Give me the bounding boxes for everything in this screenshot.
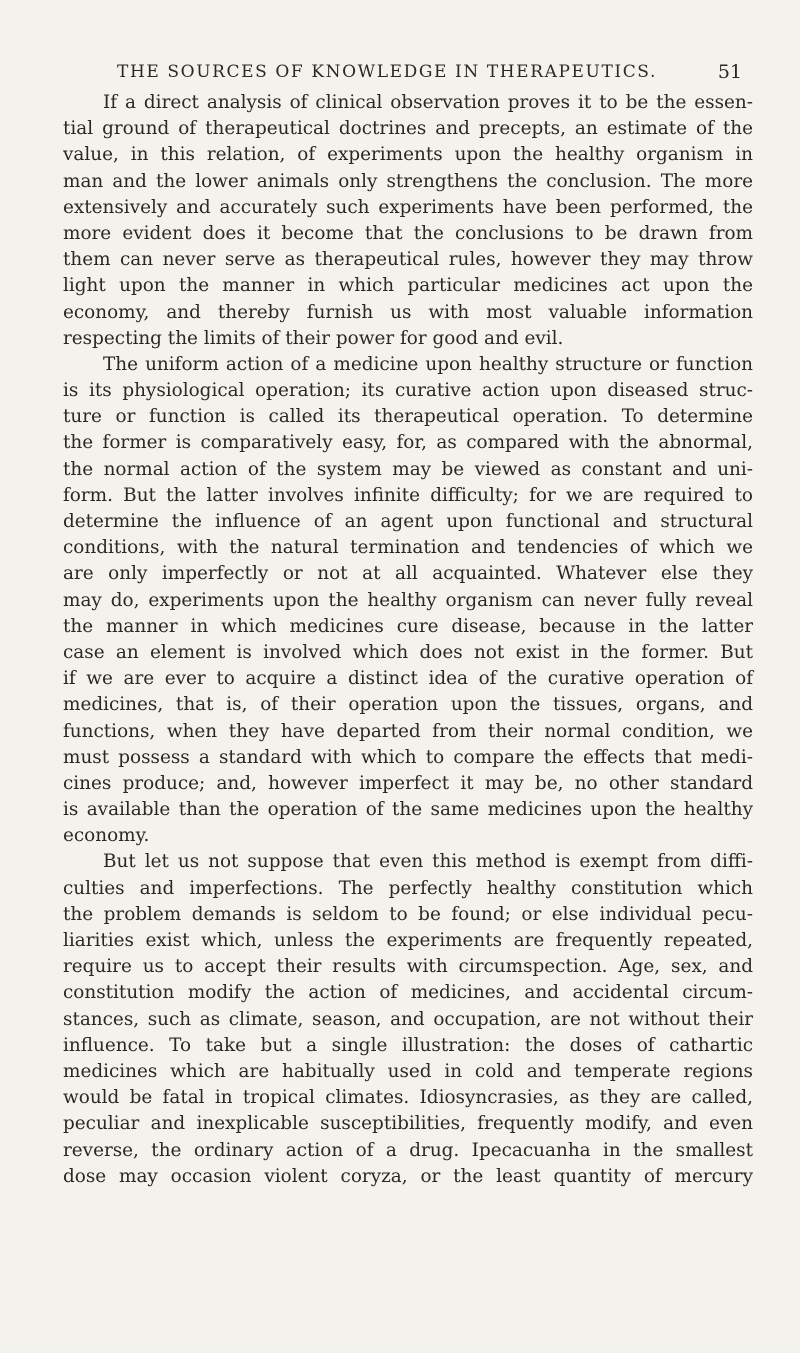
text-line: dose may occasion violent coryza, or the least quantity of mercury xyxy=(63,1165,753,1187)
text-line: constitution modify the action of medicines, and accidental circum- xyxy=(63,982,753,1004)
body-text xyxy=(63,90,753,1190)
text-line: would be fatal in tropical climates. Idiosyncrasies, as they are called, xyxy=(63,1087,753,1109)
running-title: THE SOURCES OF KNOWLEDGE IN THERAPEUTICS. xyxy=(117,62,657,82)
text-line: tial ground of therapeutical doctrines and precepts, an estimate of the xyxy=(63,118,753,140)
text-line: light upon the manner in which particular medicines act upon the xyxy=(63,275,753,297)
text-line: The uniform action of a medicine upon healthy structure or function xyxy=(103,353,753,375)
text-line: may do, experiments upon the healthy organism can never fully reveal xyxy=(63,589,753,611)
text-line: If a direct analysis of clinical observation proves it to be the essen- xyxy=(103,92,753,113)
text-line: respecting the limits of their power for good and evil. xyxy=(63,327,564,349)
text-line: if we are ever to acquire a distinct idea of the curative operation of xyxy=(63,668,753,690)
text-line: liarities exist which, unless the experiments are frequently repeated, xyxy=(63,930,753,951)
text-line: extensively and accurately such experiments have been performed, the xyxy=(63,196,753,218)
text-line: them can never serve as therapeutical rules, however they may throw xyxy=(63,249,753,271)
text-line: reverse, the ordinary action of a drug. Ipecacuanha in the smallest xyxy=(63,1139,753,1161)
page-number: 51 xyxy=(717,61,742,83)
text-line: is available than the operation of the same medicines upon the healthy xyxy=(63,799,753,821)
text-line: is its physiological operation; its curative action upon diseased struc- xyxy=(63,380,753,402)
text-line: determine the influence of an agent upon functional and structural xyxy=(63,511,753,532)
text-line: value, in this relation, of experiments upon the healthy organism in xyxy=(63,144,753,166)
text-line: form. But the latter involves infinite difficulty; for we are required to xyxy=(63,484,753,506)
text-line: cines produce; and, however imperfect it may be, no other standard xyxy=(63,772,753,794)
text-line: the normal action of the system may be viewed as constant and uni- xyxy=(63,458,753,480)
text-line: economy, and thereby furnish us with most valuable information xyxy=(63,301,753,323)
text-line: must possess a standard with which to compare the effects that medi- xyxy=(63,746,753,768)
text-line: the problem demands is seldom to be found; or else individual pecu- xyxy=(63,903,753,925)
text-line: are only imperfectly or not at all acquainted. Whatever else they xyxy=(63,563,753,585)
running-head xyxy=(92,58,742,88)
text-line: influence. To take but a single illustration: the doses of cathartic xyxy=(63,1034,753,1056)
text-line: functions, when they have departed from their normal condition, we xyxy=(63,720,753,742)
text-line: medicines which are habitually used in cold and temperate regions xyxy=(63,1060,753,1082)
text-line: stances, such as climate, season, and occupation, are not without their xyxy=(63,1008,753,1030)
text-line: conditions, with the natural termination and tendencies of which we xyxy=(63,537,753,559)
text-line: require us to accept their results with circumspection. Age, sex, and xyxy=(63,956,753,978)
text-line: the manner in which medicines cure disease, because in the latter xyxy=(63,615,753,637)
text-line: peculiar and inexplicable susceptibilities, frequently modify, and even xyxy=(63,1113,753,1135)
text-line: economy. xyxy=(63,825,150,847)
text-line: case an element is involved which does not exist in the former. But xyxy=(63,641,753,663)
text-line: But let us not suppose that even this method is exempt from diffi- xyxy=(103,851,753,873)
text-line: ture or function is called its therapeutical operation. To determine xyxy=(63,406,753,428)
text-line: man and the lower animals only strengthens the conclusion. The more xyxy=(63,170,753,192)
text-line: culties and imperfections. The perfectly healthy constitution which xyxy=(63,877,753,899)
text-line: more evident does it become that the conclusions to be drawn from xyxy=(63,222,753,244)
text-line: medicines, that is, of their operation upon the tissues, organs, and xyxy=(63,694,753,716)
text-line: the former is comparatively easy, for, as compared with the abnormal, xyxy=(63,432,753,454)
